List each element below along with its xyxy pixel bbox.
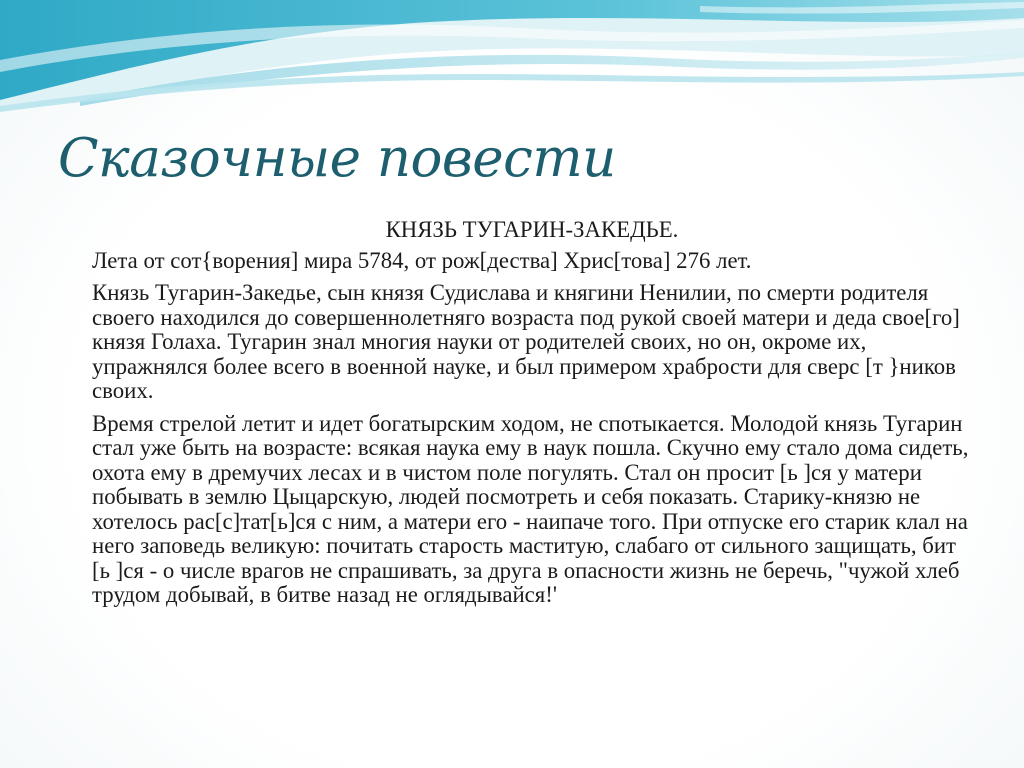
- story-heading: КНЯЗЬ ТУГАРИН-ЗАКЕДЬЕ.: [385, 217, 679, 242]
- story-paragraph: Время стрелой летит и идет богатырским ходом, не спотыкается. Молодой князь Тугарин стал уже быть на возрасте: всякая наука ему в наук пошла. Скучно ему стало дома сидеть, охота ему в дремучих лесах и в чистом поле погулять. Стал он просит [ь ]ся у матери побывать в землю Цыцарскую, людей посмотреть и себя показать. Старику-князю не хотелось рас[с]тат[ь]ся с ним, а матери его - наипаче того. При отпуске его старик клал на него заповедь великую: почитать старость маститую, слабаго от сильного защищать, бит [ь ]ся - о числе врагов не спрашивать, за друга в опасности жизнь не беречь, "чужой хлеб трудом добывай, в битве назад не оглядывайся!': [92, 410, 969, 607]
- story-paragraph: Лета от сот{ворения] мира 5784, от рож[дества] Хрис[това] 276 лет.: [92, 247, 752, 273]
- decorative-waves: [0, 0, 1024, 120]
- story-text: [92, 218, 972, 616]
- story-paragraph: Князь Тугарин-Закедье, сын князя Судислава и княгини Ненилии, по смерти родителя своего находился до совершеннолетняго возраста под рукой своей матери и деда свое[го] князя Голаха. Тугарин знал многия науки от родителей своих, но он, окроме их, упражнялся более всего в военной науке, и был примером храбрости для сверс [т }ников своих.: [92, 280, 960, 403]
- slide-title: Сказочные повести: [58, 128, 616, 189]
